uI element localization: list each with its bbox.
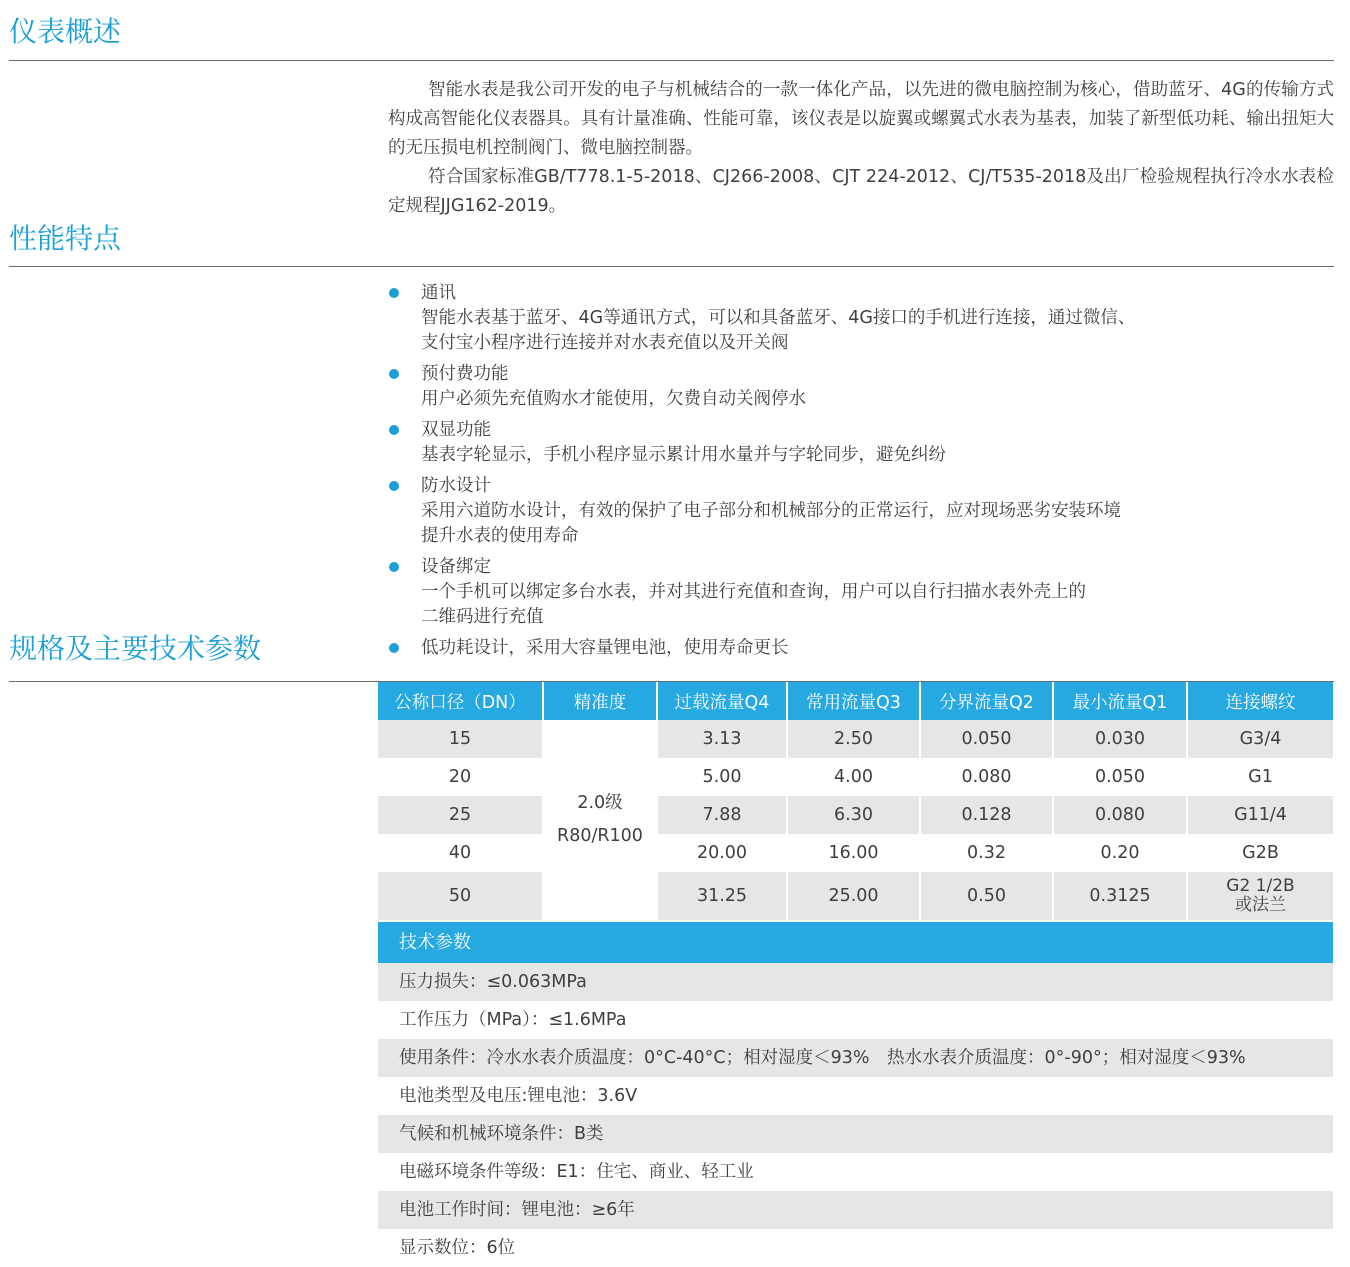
tech-param-row: 使用条件：冷水水表介质温度：0°C-40°C；相对湿度＜93% 热水水表介质温度：0°-90°；相对湿度＜93%	[378, 1039, 1333, 1077]
table-cell: 5.00	[657, 758, 787, 796]
table-cell: 0.030	[1053, 720, 1187, 758]
table-cell: 16.00	[787, 834, 920, 872]
table-cell: 31.25	[657, 872, 787, 920]
feature-list	[388, 281, 1268, 661]
table-cell: 0.050	[1053, 758, 1187, 796]
bullet-icon	[389, 425, 399, 435]
feature-item	[388, 418, 1268, 468]
feature-item	[388, 281, 1268, 356]
table-row	[378, 758, 1333, 796]
table-row	[378, 872, 1333, 920]
table-cell	[1187, 872, 1333, 920]
tech-param-row: 电池类型及电压:锂电池：3.6V	[399, 1086, 638, 1106]
feature-title: 防水设计	[421, 476, 491, 496]
feature-desc: 一个手机可以绑定多台水表，并对其进行充值和查询，用户可以自行扫描水表外壳上的	[421, 582, 1086, 602]
table-cell: 7.88	[657, 796, 787, 834]
table-cell: G1	[1248, 767, 1273, 787]
table-cell: 6.30	[787, 796, 920, 834]
column-header: 过载流量Q4	[657, 682, 787, 720]
table-row	[378, 834, 1333, 872]
table-cell-text: G2 1/2B	[1226, 876, 1295, 896]
overview-text	[388, 76, 1334, 221]
section-title-specs: 规格及主要技术参数	[9, 632, 262, 665]
feature-title: 低功耗设计，采用大容量锂电池，使用寿命更长	[421, 638, 789, 658]
feature-desc: 智能水表基于蓝牙、4G等通讯方式，可以和具备蓝牙、4G接口的手机进行连接，通过微信、	[421, 308, 1136, 328]
feature-desc: 采用六道防水设计，有效的保护了电子部分和机械部分的正常运行，应对现场恶劣安装环境	[421, 501, 1121, 521]
column-header: 常用流量Q3	[787, 682, 920, 720]
tech-params-header: 技术参数	[378, 922, 1333, 963]
table-cell: 3.13	[657, 720, 787, 758]
feature-item	[388, 474, 1268, 549]
tech-params	[378, 922, 1333, 1267]
table-cell-text: 或法兰	[1235, 895, 1286, 915]
feature-title: 双显功能	[421, 420, 491, 440]
overview-paragraph: 智能水表是我公司开发的电子与机械结合的一款一体化产品，以先进的微电脑控制为核心，借助蓝牙、4G的传输方式构成高智能化仪表器具。具有计量准确、性能可靠，该仪表是以旋翼或螺翼式水表为基表，加装了新型低功耗、输出扭矩大的无压损电机控制阀门、微电脑控制器。	[388, 80, 1334, 158]
table-cell: 0.128	[920, 796, 1053, 834]
table-cell: 0.3125	[1053, 872, 1187, 920]
divider	[9, 60, 1334, 61]
tech-param-row: 压力损失：≤0.063MPa	[378, 963, 1333, 1001]
table-cell: 0.080	[1053, 796, 1187, 834]
table-cell: 4.00	[787, 758, 920, 796]
table-cell: G11/4	[1187, 796, 1333, 834]
table-cell: 0.080	[920, 758, 1053, 796]
feature-item	[388, 362, 1268, 412]
feature-desc: 用户必须先充值购水才能使用，欠费自动关阀停水	[421, 389, 806, 409]
feature-title: 设备绑定	[421, 557, 491, 577]
bullet-icon	[389, 562, 399, 572]
table-cell: 0.32	[920, 834, 1053, 872]
feature-item	[388, 636, 1268, 661]
table-cell: 0.50	[920, 872, 1053, 920]
section-title-overview: 仪表概述	[9, 15, 122, 48]
tech-param-row: 气候和机械环境条件：B类	[378, 1115, 1333, 1153]
table-cell: 0.050	[920, 720, 1053, 758]
column-header: 分界流量Q2	[920, 682, 1053, 720]
table-cell: 40	[378, 834, 543, 872]
spec-table	[378, 682, 1333, 920]
feature-item	[388, 555, 1268, 630]
feature-title: 预付费功能	[421, 364, 509, 384]
table-cell: G2B	[1242, 843, 1279, 863]
bullet-icon	[389, 643, 399, 653]
feature-desc: 支付宝小程序进行连接并对水表充值以及开关阀	[421, 333, 789, 353]
column-header: 最小流量Q1	[1053, 682, 1187, 720]
feature-desc: 提升水表的使用寿命	[421, 526, 579, 546]
feature-desc: 基表字轮显示，手机小程序显示累计用水量并与字轮同步，避免纠纷	[421, 445, 946, 465]
table-cell: G3/4	[1187, 720, 1333, 758]
bullet-icon	[389, 369, 399, 379]
tech-param-row: 电磁环境条件等级：E1：住宅、商业、轻工业	[399, 1162, 754, 1182]
table-cell-text: 2.0级	[577, 793, 623, 813]
table-cell: 25	[378, 796, 543, 834]
table-cell: 20	[378, 758, 543, 796]
table-cell: 20.00	[657, 834, 787, 872]
table-cell: 2.50	[787, 720, 920, 758]
bullet-icon	[389, 288, 399, 298]
table-cell: 0.20	[1053, 834, 1187, 872]
feature-title: 通讯	[421, 283, 456, 303]
feature-desc: 二维码进行充值	[421, 607, 544, 627]
tech-param-row: 电池工作时间：锂电池：≥6年	[378, 1191, 1333, 1229]
tech-param-row: 工作压力（MPa）：≤1.6MPa	[399, 1010, 627, 1030]
overview-paragraph: 符合国家标准GB/T778.1-5-2018、CJ266-2008、CJT 224-2012、CJ/T535-2018及出厂检验规程执行冷水水表检定规程JJG162-2019。	[388, 167, 1334, 216]
table-cell-text: R80/R100	[557, 826, 643, 846]
table-cell: 25.00	[787, 872, 920, 920]
divider	[9, 266, 1334, 267]
table-row	[378, 796, 1333, 834]
column-header: 连接螺纹	[1187, 682, 1333, 720]
table-cell: 15	[378, 720, 543, 758]
bullet-icon	[389, 481, 399, 491]
table-header-row	[378, 682, 1333, 720]
table-row	[378, 720, 1333, 758]
accuracy-grade-cell	[543, 720, 657, 920]
table-cell: 50	[378, 872, 543, 920]
column-header: 公称口径（DN）	[378, 682, 543, 720]
column-header: 精准度	[543, 682, 657, 720]
section-title-features: 性能特点	[9, 222, 122, 255]
tech-param-row: 显示数位：6位	[399, 1238, 516, 1258]
